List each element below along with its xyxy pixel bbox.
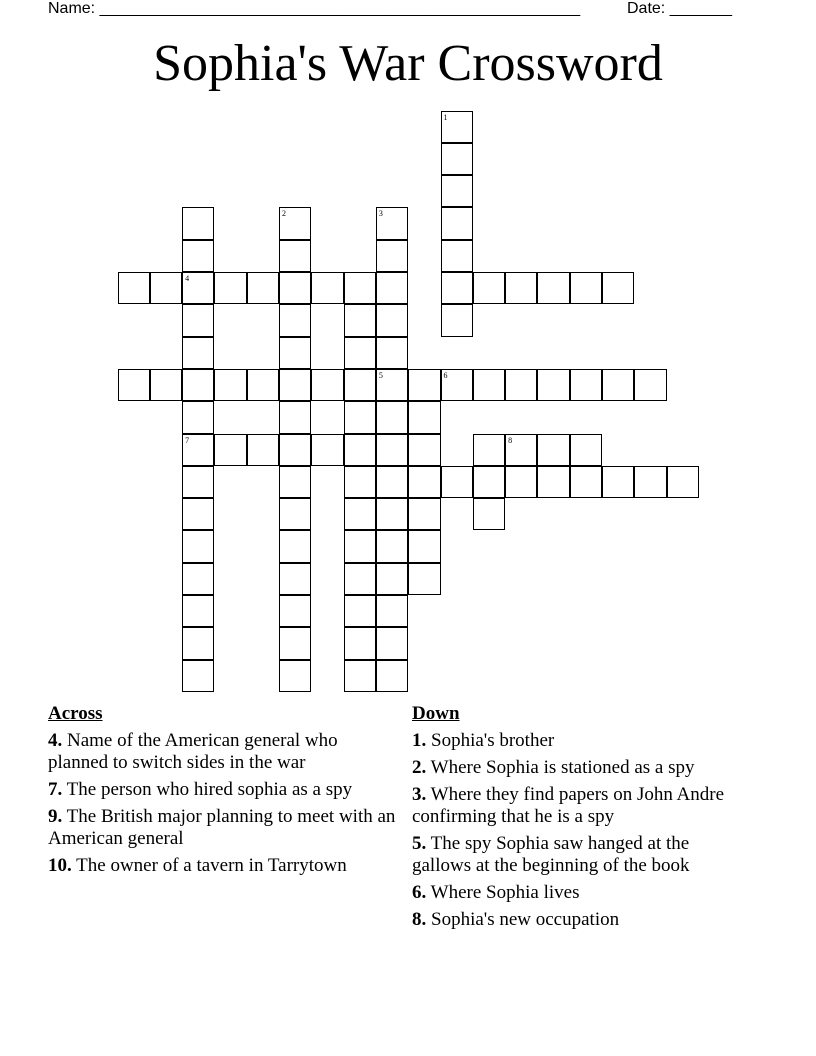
grid-cell[interactable]	[279, 595, 311, 627]
grid-cell[interactable]	[505, 369, 537, 401]
grid-cell[interactable]	[279, 530, 311, 562]
grid-cell[interactable]	[408, 498, 440, 530]
grid-cell[interactable]	[441, 175, 473, 207]
clue-text: The person who hired sophia as a spy	[66, 779, 353, 800]
grid-cell[interactable]	[182, 660, 214, 692]
grid-cell[interactable]	[376, 660, 408, 692]
grid-cell[interactable]	[473, 369, 505, 401]
grid-cell[interactable]	[537, 434, 569, 466]
grid-cell[interactable]	[279, 434, 311, 466]
grid-cell[interactable]	[344, 337, 376, 369]
clue-number: 9.	[48, 806, 63, 827]
grid-cell[interactable]	[602, 272, 634, 304]
grid-cell[interactable]	[473, 466, 505, 498]
grid-cell[interactable]	[441, 369, 473, 401]
grid-cell[interactable]	[344, 434, 376, 466]
grid-cell[interactable]	[634, 369, 666, 401]
grid-cell[interactable]	[376, 337, 408, 369]
across-clue	[48, 730, 400, 774]
grid-cell[interactable]	[182, 240, 214, 272]
clue-number: 5.	[412, 833, 427, 854]
grid-cell[interactable]	[247, 434, 279, 466]
grid-cell[interactable]	[344, 595, 376, 627]
grid-cell[interactable]	[376, 207, 408, 239]
across-clue	[48, 855, 400, 877]
grid-cell[interactable]	[408, 563, 440, 595]
grid-cell[interactable]	[344, 530, 376, 562]
grid-cell[interactable]	[182, 530, 214, 562]
across-clue	[48, 806, 400, 850]
grid-cell[interactable]	[376, 595, 408, 627]
across-clue	[48, 779, 400, 801]
clue-number-label: 7	[185, 435, 190, 445]
down-clue	[412, 882, 752, 904]
grid-cell[interactable]	[376, 401, 408, 433]
grid-cell[interactable]	[473, 434, 505, 466]
clue-number: 4.	[48, 730, 63, 751]
grid-cell[interactable]	[344, 466, 376, 498]
grid-cell[interactable]	[376, 240, 408, 272]
grid-cell[interactable]	[247, 272, 279, 304]
clue-text: The owner of a tavern in Tarrytown	[76, 855, 347, 876]
grid-cell[interactable]	[150, 369, 182, 401]
grid-cell[interactable]	[344, 660, 376, 692]
grid-cell[interactable]	[376, 498, 408, 530]
grid-cell[interactable]	[376, 272, 408, 304]
grid-cell[interactable]	[118, 369, 150, 401]
grid-cell[interactable]	[344, 627, 376, 659]
clue-number-label: 1	[443, 112, 448, 122]
grid-cell[interactable]	[182, 595, 214, 627]
clue-number-label: 8	[508, 435, 513, 445]
down-clues	[412, 703, 752, 936]
grid-cell[interactable]	[408, 466, 440, 498]
clue-text: Where Sophia is stationed as a spy	[430, 757, 695, 778]
grid-cell[interactable]	[376, 466, 408, 498]
clue-number: 3.	[412, 784, 427, 805]
grid-cell[interactable]	[344, 304, 376, 336]
grid-cell[interactable]	[344, 272, 376, 304]
clue-number: 2.	[412, 757, 427, 778]
grid-cell[interactable]	[344, 369, 376, 401]
clue-number: 10.	[48, 855, 72, 876]
grid-cell[interactable]	[214, 434, 246, 466]
grid-cell[interactable]	[311, 369, 343, 401]
grid-cell[interactable]	[279, 337, 311, 369]
grid-cell[interactable]	[279, 627, 311, 659]
grid-cell[interactable]	[118, 272, 150, 304]
grid-cell[interactable]	[279, 207, 311, 239]
grid-cell[interactable]	[182, 272, 214, 304]
grid-cell[interactable]	[376, 530, 408, 562]
grid-cell[interactable]	[214, 272, 246, 304]
grid-cell[interactable]	[279, 304, 311, 336]
grid-cell[interactable]	[602, 369, 634, 401]
clue-text: The spy Sophia saw hanged at the gallows at the beginning of the book	[412, 833, 690, 876]
grid-cell[interactable]	[473, 498, 505, 530]
clue-text: Sophia's brother	[431, 730, 555, 751]
clue-text: Where they find papers on John Andre confirming that he is a spy	[412, 784, 725, 827]
clue-number: 1.	[412, 730, 427, 751]
clue-text: Sophia's new occupation	[431, 909, 620, 930]
clue-text: Where Sophia lives	[430, 882, 580, 903]
grid-cell[interactable]	[570, 272, 602, 304]
grid-cell[interactable]	[376, 434, 408, 466]
grid-cell[interactable]	[441, 240, 473, 272]
grid-cell[interactable]	[279, 498, 311, 530]
grid-cell[interactable]	[376, 369, 408, 401]
grid-cell[interactable]	[570, 466, 602, 498]
clue-text: Name of the American general who planned to switch sides in the war	[48, 730, 338, 773]
grid-cell[interactable]	[182, 207, 214, 239]
grid-cell[interactable]	[182, 401, 214, 433]
down-clue	[412, 730, 752, 752]
clue-number-label: 5	[378, 370, 383, 380]
across-clues	[48, 703, 400, 882]
grid-cell[interactable]	[441, 272, 473, 304]
clue-number-label: 2	[282, 209, 286, 219]
grid-cell[interactable]	[279, 401, 311, 433]
grid-cell[interactable]	[376, 304, 408, 336]
name-field-label: Name: ______________________________________________________	[48, 0, 581, 17]
down-clue	[412, 784, 752, 828]
grid-cell[interactable]	[376, 563, 408, 595]
clue-number-label: 6	[443, 370, 448, 380]
grid-cell[interactable]	[667, 466, 699, 498]
grid-cell[interactable]	[279, 369, 311, 401]
grid-cell[interactable]	[279, 563, 311, 595]
grid-cell[interactable]	[182, 627, 214, 659]
grid-cell[interactable]	[473, 272, 505, 304]
grid-cell[interactable]	[537, 369, 569, 401]
clue-number-label: 4	[185, 274, 190, 283]
grid-cell[interactable]	[537, 466, 569, 498]
clue-number: 6.	[412, 882, 427, 903]
grid-cell[interactable]	[182, 434, 214, 466]
grid-cell[interactable]	[505, 434, 537, 466]
grid-cell[interactable]	[279, 466, 311, 498]
down-clue	[412, 757, 752, 779]
grid-cell[interactable]	[408, 434, 440, 466]
grid-cell[interactable]	[247, 369, 279, 401]
grid-cell[interactable]	[279, 240, 311, 272]
grid-cell[interactable]	[279, 660, 311, 692]
down-clue	[412, 833, 752, 877]
grid-cell[interactable]	[150, 272, 182, 304]
grid-cell[interactable]	[182, 466, 214, 498]
grid-cell[interactable]	[602, 466, 634, 498]
grid-cell[interactable]	[441, 207, 473, 239]
grid-cell[interactable]	[441, 466, 473, 498]
clue-number: 8.	[412, 909, 427, 930]
grid-cell[interactable]	[182, 498, 214, 530]
page-title: Sophia's War Crossword	[153, 35, 663, 92]
grid-cell[interactable]	[182, 304, 214, 336]
grid-cell[interactable]	[214, 369, 246, 401]
grid-cell[interactable]	[182, 563, 214, 595]
clue-text: The British major planning to meet with an American general	[48, 806, 396, 849]
grid-cell[interactable]	[408, 369, 440, 401]
date-field-label: Date: _______	[627, 0, 732, 17]
across-heading: Across	[48, 703, 103, 724]
grid-cell[interactable]	[376, 627, 408, 659]
down-clue	[412, 909, 752, 931]
grid-cell[interactable]	[441, 111, 473, 143]
grid-cell[interactable]	[311, 434, 343, 466]
grid-cell[interactable]	[408, 530, 440, 562]
grid-cell[interactable]	[570, 369, 602, 401]
down-heading: Down	[412, 703, 460, 724]
grid-cell[interactable]	[505, 466, 537, 498]
grid-cell[interactable]	[505, 272, 537, 304]
grid-cell[interactable]	[537, 272, 569, 304]
grid-cell[interactable]	[634, 466, 666, 498]
grid-cell[interactable]	[570, 434, 602, 466]
grid-cell[interactable]	[279, 272, 311, 304]
grid-cell[interactable]	[182, 337, 214, 369]
clue-number: 7.	[48, 779, 63, 800]
clue-number-label: 3	[378, 209, 383, 219]
grid-cell[interactable]	[182, 369, 214, 401]
grid-cell[interactable]	[344, 498, 376, 530]
grid-cell[interactable]	[311, 272, 343, 304]
grid-cell[interactable]	[344, 401, 376, 433]
grid-cell[interactable]	[441, 304, 473, 336]
grid-cell[interactable]	[344, 563, 376, 595]
grid-cell[interactable]	[441, 143, 473, 175]
grid-cell[interactable]	[408, 401, 440, 433]
